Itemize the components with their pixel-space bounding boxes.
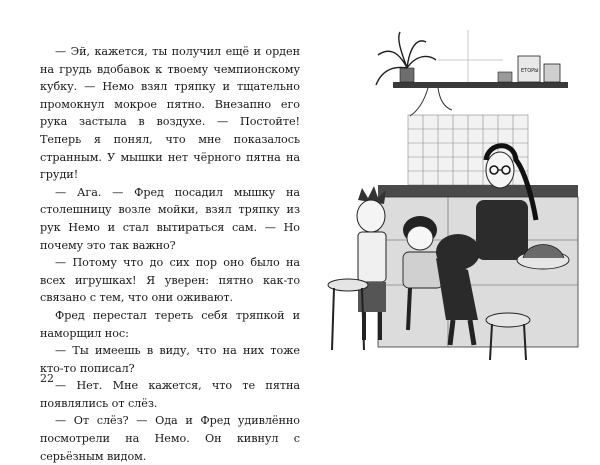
kitchen-illustration — [318, 20, 580, 360]
paragraph: — Потому что до сих пор оно было на всех игрушках! Я уверен: пятно как-то связано с тем, что они оживают. — [40, 256, 300, 305]
paragraph: — Эй, кажется, ты получил ещё и орден на грудь вдобавок к твоему чемпионскому кубку. — Немо взял тряпку и тщательно промокнул мокрое пятно. Внезапно его рука застыла в воздухе. — Постойте! Теперь я понял, что мне показалось странным. У мышки нет чёрного пятна на груди! — [40, 45, 300, 182]
potted-plant — [376, 32, 436, 85]
boy-spiky-hair — [357, 186, 386, 340]
paragraph: — Нет. Мне кажется, что те пятна появлялись от слёз. — [40, 379, 300, 410]
paragraph: — От слёз? — Ода и Фред удивлённо посмотрели на Немо. Он кивнул с серьёзным видом. — [40, 414, 300, 463]
shelf — [393, 82, 568, 88]
jar-label: ЕТОРЫ — [521, 68, 539, 74]
jars — [498, 56, 560, 82]
body-text — [40, 43, 300, 465]
paragraph: — Ага. — Фред посадил мышку на столешницу возле мойки, взял тряпку из рук Немо и стал вытираться сам. — Но почему это так важно? — [40, 185, 300, 252]
page-number: 22 — [40, 372, 54, 385]
paragraph: — Ты имеешь в виду, что на них тоже кто-то пописал? — [40, 344, 300, 375]
paragraph: Фред перестал тереть себя тряпкой и наморщил нос: — [40, 308, 300, 340]
